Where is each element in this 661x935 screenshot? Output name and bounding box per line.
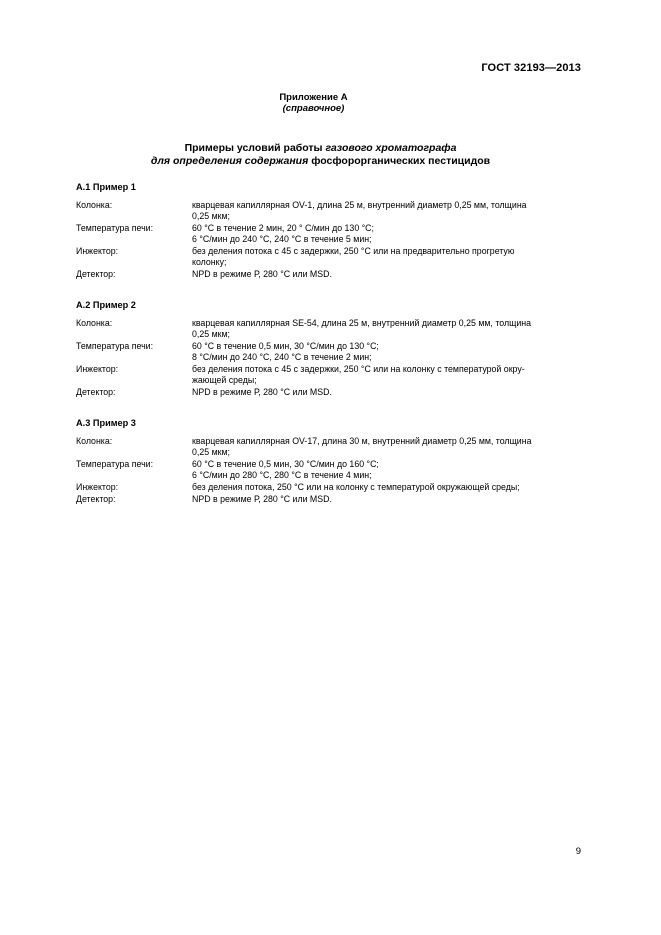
value-line: без деления потока с 45 с задержки, 250 °С или на колонку с температурой окру-	[192, 364, 525, 374]
value-line: кварцевая капиллярная OV-17, длина 30 м, внутренний диаметр 0,25 мм, толщина	[192, 436, 532, 446]
row-label: Детектор:	[76, 269, 116, 279]
example-2-section	[76, 300, 586, 398]
oven-temperature-row	[76, 341, 586, 363]
row-value	[192, 200, 586, 222]
value-line: 8 °С/мин до 240 °С, 240 °С в течение 2 мин;	[192, 352, 372, 362]
title-line-2	[0, 155, 641, 168]
row-value	[192, 459, 586, 481]
value-line: 6 °С/мин до 240 °С, 240 °С в течение 5 мин;	[192, 234, 372, 244]
value-line: кварцевая капиллярная OV-1, длина 25 м, внутренний диаметр 0,25 мм, толщина	[192, 200, 527, 210]
example-1-section	[76, 182, 586, 280]
row-value	[192, 269, 586, 280]
value-line: 60 °С в течение 2 мин, 20 ° С/мин до 130 °С;	[192, 223, 374, 233]
appendix-type: (справочное)	[282, 103, 345, 114]
row-value	[192, 341, 586, 363]
standard-number: ГОСТ 32193—2013	[481, 62, 581, 74]
oven-temperature-row	[76, 459, 586, 481]
detector-row	[76, 269, 586, 280]
row-label: Инжектор:	[76, 246, 119, 256]
value-line: кварцевая капиллярная SE-54, длина 25 м, внутренний диаметр 0,25 мм, толщина	[192, 318, 531, 328]
value-line: NPD в режиме Р, 280 °С или MSD.	[192, 269, 332, 279]
injector-row	[76, 364, 586, 386]
row-label: Детектор:	[76, 494, 116, 504]
injector-row	[76, 246, 586, 268]
row-value	[192, 494, 586, 505]
example-title: А.2 Пример 2	[76, 300, 136, 310]
appendix-heading	[0, 92, 627, 114]
row-value	[192, 364, 586, 386]
title-line-1-italic: газового хроматографа	[325, 142, 457, 154]
row-value	[192, 223, 586, 245]
row-label: Температура печи:	[76, 459, 154, 469]
row-label: Температура печи:	[76, 223, 154, 233]
row-label: Инжектор:	[76, 364, 119, 374]
row-value	[192, 387, 586, 398]
value-line: без деления потока с 45 с задержки, 250 °С или на предварительно прогретую	[192, 246, 515, 256]
page-number: 9	[575, 846, 581, 857]
value-line: колонку;	[192, 257, 227, 267]
detector-row	[76, 494, 586, 505]
title-line-2-italic: для определения содержания	[150, 155, 309, 167]
row-label: Колонка:	[76, 436, 113, 446]
row-label: Инжектор:	[76, 482, 119, 492]
row-label: Колонка:	[76, 318, 113, 328]
value-line: NPD в режиме Р, 280 °С или MSD.	[192, 387, 332, 397]
value-line: 0,25 мкм;	[192, 329, 230, 339]
value-line: 60 °С в течение 0,5 мин, 30 °С/мин до 160 °С;	[192, 459, 379, 469]
document-title	[0, 142, 641, 168]
row-value	[192, 318, 586, 340]
row-value	[192, 246, 586, 268]
title-line-1-normal: Примеры условий работы	[184, 142, 326, 154]
column-row	[76, 436, 586, 458]
example-title: А.3 Пример 3	[76, 418, 136, 428]
example-title: А.1 Пример 1	[76, 182, 136, 192]
appendix-label: Приложение А	[279, 92, 348, 103]
value-line: 0,25 мкм;	[192, 447, 230, 457]
value-line: 0,25 мкм;	[192, 211, 230, 221]
value-line: 6 °С/мин до 280 °С, 280 °С в течение 4 мин;	[192, 470, 372, 480]
value-line: жающей среды;	[192, 375, 257, 385]
title-line-1	[0, 142, 641, 155]
column-row	[76, 200, 586, 222]
detector-row	[76, 387, 586, 398]
row-value	[192, 482, 586, 493]
value-line: NPD в режиме Р, 280 °С или MSD.	[192, 494, 332, 504]
title-line-2-normal: фосфорорганических пестицидов	[308, 155, 491, 167]
value-line: без деления потока, 250 °С или на колонку с температурой окружающей среды;	[192, 482, 520, 492]
value-line: 60 °С в течение 0,5 мин, 30 °С/мин до 130 °С;	[192, 341, 379, 351]
row-label: Температура печи:	[76, 341, 154, 351]
example-3-section	[76, 418, 586, 505]
row-value	[192, 436, 586, 458]
row-label: Детектор:	[76, 387, 116, 397]
column-row	[76, 318, 586, 340]
oven-temperature-row	[76, 223, 586, 245]
injector-row	[76, 482, 586, 493]
row-label: Колонка:	[76, 200, 113, 210]
